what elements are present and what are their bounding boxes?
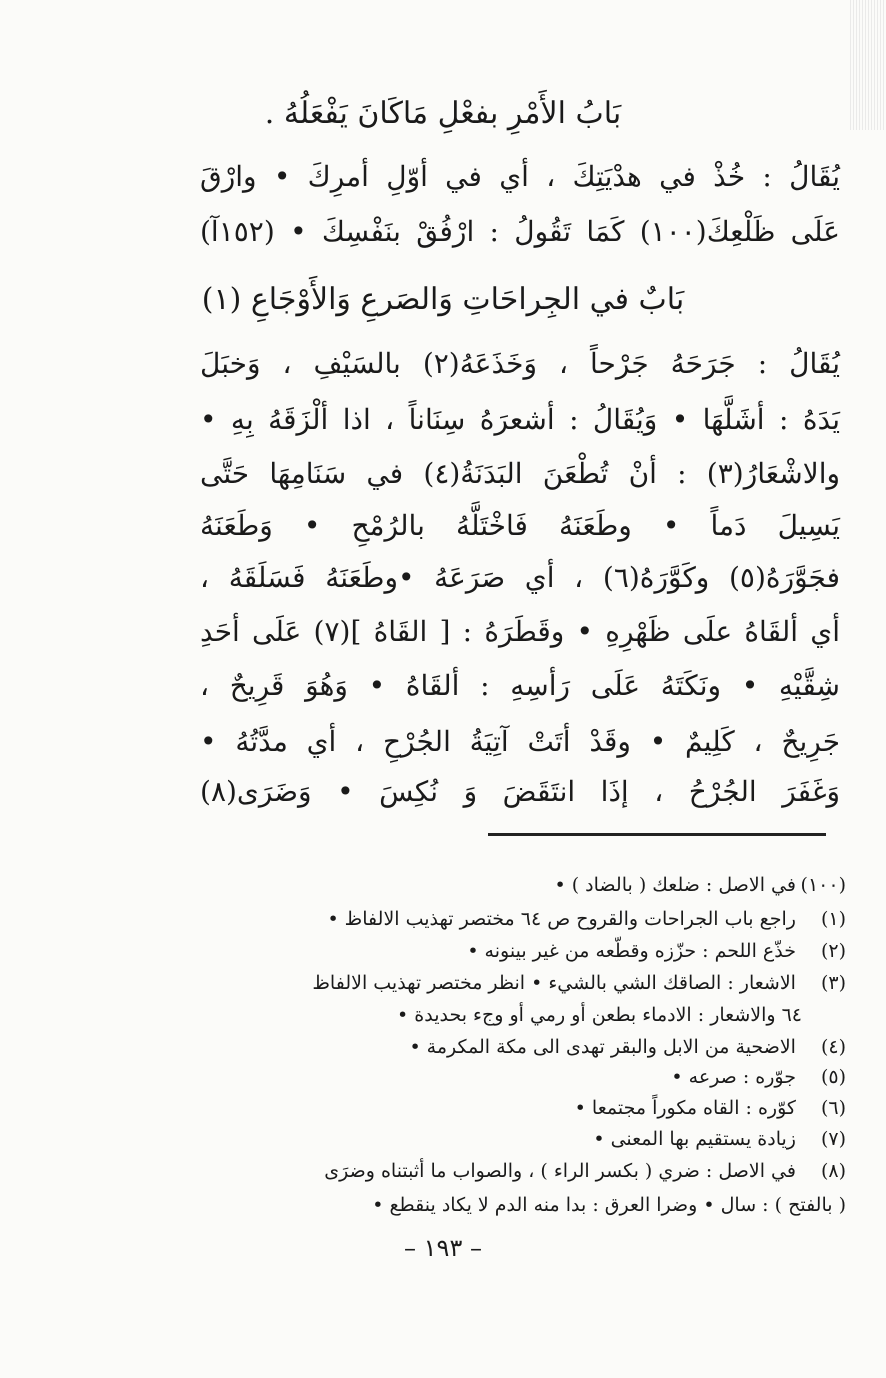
footnote-item: [312, 974, 846, 993]
text-line: عَلَى ظَلْعِكَ(١٠٠) كَمَا تَقُولُ : ارْفُقْ بنَفْسِكَ • (١٥٢آ): [200, 215, 840, 248]
footnote-number: (٥): [820, 1066, 846, 1088]
chapter-heading-1: بَابُ الأَمْرِ بفعْلِ مَاكَانَ يَفْعَلُهُ .: [264, 96, 622, 131]
footnote-item: [575, 1099, 846, 1118]
footnote-separator: [488, 833, 826, 836]
text-line: يُقَالُ : خُذْ في هدْيَتِكَ ، أي في أوّلِ أمرِكَ • وارْقَ: [200, 160, 840, 193]
footnote-continuation: ٦٤ والاشعار : الادماء بطعن أو رمي أو وجء بحديدة •: [397, 1004, 802, 1026]
footnote-text: خذّع اللحم : حزّزه وقطّعه من غير بينونه •: [467, 940, 796, 962]
footnote-number: (٦): [820, 1097, 846, 1119]
chapter-heading-2: بَابٌ في الجِراحَاتِ وَالصَرعِ وَالأَوْجَاعِ (١): [201, 282, 685, 317]
text-line: يَدَهُ : أشَلَّهَا • وَيُقَالُ : أشعرَهُ سِنَاناً ، اذا ألْزَقَهُ بِهِ •: [200, 403, 840, 436]
footnote-number: (٨): [820, 1160, 846, 1182]
footnote-item: [409, 1038, 846, 1057]
footnote-text: راجع باب الجراحات والقروح ص ٦٤ مختصر تهذيب الالفاظ •: [327, 908, 796, 930]
footnote-text: كوّره : القاه مكوراً مجتمعا •: [574, 1097, 796, 1119]
footnote-text: الاضحية من الابل والبقر تهدى الى مكة المكرمة •: [409, 1036, 796, 1058]
footnote-item: [324, 1162, 846, 1181]
footnote-number: (١٠٠): [800, 874, 846, 896]
footnote-item: [671, 1068, 846, 1087]
footnote-text: في الاصل : ضري ( بكسر الراء ) ، والصواب ما أثبتناه وضرَى: [324, 1160, 796, 1182]
text-line: والاشْعَارُ(٣) : أنْ تُطْعَنَ البَدَنَةُ(٤) في سَنَامِهَا حَتَّى: [200, 457, 840, 490]
text-line: فجَوَّرَهُ(٥) وكَوَّرَهُ(٦) ، أي صَرَعَهُ •وطَعَنَهُ فَسَلَقَهُ ،: [200, 561, 841, 594]
footnote-item: [554, 876, 846, 895]
footnote-number: (٢): [820, 940, 846, 962]
footnote-item: [593, 1130, 846, 1149]
text-line: يَسِيلَ دَماً • وطَعَنَهُ فَاخْتَلَّهُ بالرُمْحِ • وَطَعَنَهُ: [200, 509, 840, 542]
text-line: أي ألقَاهُ علَى ظَهْرِهِ • وقَطَرَهُ : [ القَاهُ ](٧) عَلَى أحَدِ: [200, 615, 840, 648]
footnote-item: [467, 942, 846, 961]
text-line: يُقَالُ : جَرَحَهُ جَرْحاً ، وَخَذَعَهُ(٢) بالسَيْفِ ، وَخبَلَ: [200, 347, 840, 380]
footnote-text: زيادة يستقيم بها المعنى •: [593, 1128, 796, 1150]
footnote-text: جوّره : صرعه •: [671, 1066, 796, 1088]
footnote-continuation: ( بالفتح ) : سال • وضرا العرق : بدا منه الدم لا يكاد ينقطع •: [372, 1194, 846, 1216]
footnote-number: (٧): [820, 1128, 846, 1150]
footnote-text: في الاصل : ضلعك ( بالضاد ) •: [554, 874, 796, 896]
footnote-item: [327, 910, 846, 929]
page-number: – ١٩٣ –: [404, 1234, 482, 1262]
text-line: جَرِيحٌ ، كَلِيمٌ • وقَدْ أتَتْ آتِيَةُ الجُرْحِ ، أي مدَّتُهُ •: [200, 725, 840, 758]
footnote-number: (٤): [820, 1036, 846, 1058]
footnote-number: (١): [820, 908, 846, 930]
footnote-number: (٣): [820, 972, 846, 994]
text-line: شِقَّيْهِ • ونَكَتَهُ عَلَى رَأسِهِ : ألقَاهُ • وَهُوَ قَرِيحٌ ،: [200, 669, 840, 702]
text-line: وَغَفَرَ الجُرْحُ ، إذَا انتَقَضَ وَ نُكِسَ • وَضَرَى(٨): [200, 775, 840, 808]
footnote-text: الاشعار : الصاقك الشي بالشيء • انظر مختصر تهذيب الالفاظ: [312, 972, 796, 994]
